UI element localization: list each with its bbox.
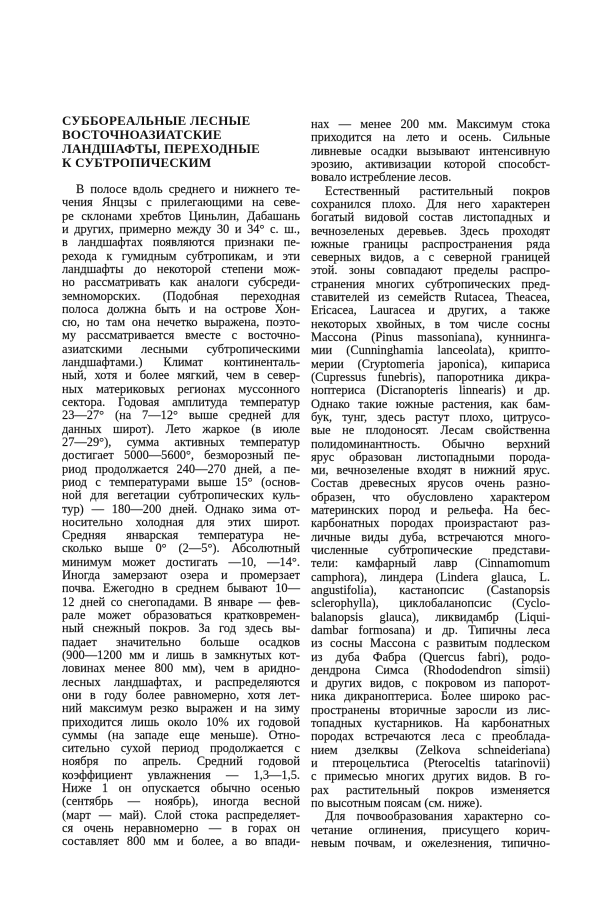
text-line: топадных кустарников. На карбонатных <box>311 716 550 731</box>
text-line: ноптериса (Dicranopteris linnearis) и др. <box>311 383 550 398</box>
text-line: этой. зоны совпадают пределы распро- <box>311 263 550 278</box>
text-line: тели: камфарный лавр (Cinnamomum <box>311 556 550 571</box>
text-line: риод продолжается 240—270 дней, а пе- <box>62 461 300 476</box>
text-line: из дуба Фабра (Quercus fabri), родо- <box>311 649 550 664</box>
text-line: camphora), линдера (Lindera glauca, L. <box>311 569 550 584</box>
text-line: и других, примерно между 30 и 34° с. ш., <box>62 221 300 236</box>
text-line: ных материковых регионах муссонного <box>62 381 300 396</box>
text-line: из сосны Массона с развитым подлеском <box>311 636 550 651</box>
text-line: 23—27° (на 7—12° выше средней для <box>62 408 300 423</box>
text-line: образен, что обусловлено характером <box>311 489 550 504</box>
text-line: ной для вегетации субтропических куль- <box>62 488 300 503</box>
right-text-column <box>311 118 550 850</box>
text-line: сколько выше 0° (2—5°). Абсолютный <box>62 541 300 556</box>
text-line: ландшафтами.) Климат континенталь- <box>62 355 300 370</box>
text-line: нием дзелквы (Zelkova schneideriana) <box>311 742 550 757</box>
text-line: эрозию, активизации которой способст- <box>311 156 550 171</box>
text-line: ярус образован листопадными порода- <box>311 449 550 464</box>
text-line: Иногда замерзают озера и промерзает <box>62 568 300 583</box>
text-line: и других видов, с покровом из папорот- <box>311 676 550 691</box>
text-line: рехода к гумидным субтропикам, и эти <box>62 248 300 263</box>
text-line: по высотным поясам (см. ниже). <box>311 795 483 810</box>
text-line: бук, тунг, здесь растут плохо, цитрусо- <box>311 409 550 424</box>
text-line: носительно холодная для этих широт. <box>62 514 300 529</box>
text-line: численные субтропические представи- <box>311 543 550 557</box>
text-line: ся очень неравномерно — в горах он <box>62 821 300 835</box>
text-line: азиатскими лесными субтропическими <box>62 341 300 356</box>
text-line: ловинах менее 800 мм), чем в аридно- <box>62 661 300 676</box>
text-line: невым почвам, и ожелезнения, типично- <box>311 835 550 850</box>
text-line: ный снежный покров. За год здесь вы- <box>62 621 300 636</box>
text-line: Ниже 1 он опускается обычно осенью <box>62 781 300 796</box>
text-line: ми, вечнозеленые входят в нижний ярус. <box>311 463 550 478</box>
text-line: ставителей из семейств Rutacea, Theacea, <box>311 290 550 305</box>
text-line: ноября по апрель. Средний годовой <box>62 754 300 769</box>
text-line: ний максимум резко выражен и на зиму <box>62 701 300 716</box>
heading-line: ВОСТОЧНОАЗИАТСКИЕ <box>62 127 222 142</box>
text-line: карбонатных породах произрастают раз- <box>311 516 550 531</box>
text-line: (900—1200 мм и лишь в замкнутых кот- <box>62 647 300 662</box>
text-line: коэффициент увлажнения — 1,3—1,5. <box>62 767 300 782</box>
text-line: риод с температурами выше 15° (основ- <box>62 474 300 489</box>
text-line: тур) — 180—200 дней. Однако зима от- <box>62 501 300 516</box>
paragraph <box>311 118 550 185</box>
text-line: материнских пород и рельефа. На бес- <box>311 503 550 518</box>
text-line: му рассматривается вместе с восточно- <box>62 328 300 343</box>
text-line: приходится лишь около 10% их годовой <box>62 714 300 729</box>
text-line: полоса должна быть и на острове Хон- <box>62 301 300 316</box>
paragraph <box>311 185 550 811</box>
text-line: богатый видовой состав листопадных и <box>311 210 550 225</box>
text-line: 12 дней со снегопадами. В январе — фев- <box>62 594 300 609</box>
text-line: составляет 800 мм и более, а во впади- <box>62 834 300 849</box>
text-line: достигает 5000—5600°, безморозный пе- <box>62 448 300 463</box>
text-line: суммы (на западе еще меньше). Отно- <box>62 727 300 742</box>
text-line: северных видов, а с северной границей <box>311 250 550 265</box>
text-line: личные виды дуба, встречаются много- <box>311 529 550 544</box>
text-line: dambar formosana) и др. Типичны леса <box>311 622 550 637</box>
text-line: приходится на лето и осень. Сильные <box>311 130 550 145</box>
text-line: 27—29°), сумма активных температур <box>62 434 300 449</box>
text-line: полидоминантность. Обычно верхний <box>311 436 550 451</box>
text-line: нах — менее 200 мм. Максимум стока <box>311 117 550 131</box>
text-line: они в году более равномерно, хотя лет- <box>62 687 300 702</box>
text-line: вечнозеленых деревьев. Здесь проходят <box>311 223 550 238</box>
text-line: лесных ландшафтах, и распределяются <box>62 674 300 689</box>
left-text-column <box>62 183 300 849</box>
text-line: мерии (Cryptomeria japonica), кипариса <box>311 356 550 371</box>
text-line: породах встречаются леса с преоблада- <box>311 729 550 744</box>
text-line: пространены вторичные заросли из лис- <box>311 702 550 717</box>
text-line: вые не плодоносят. Лесам свойственна <box>311 423 550 438</box>
text-line: падает значительно больше осадков <box>62 634 300 649</box>
text-line: Для почвообразования характерно со- <box>325 809 550 824</box>
text-line: сектора. Годовая амплитуда температур <box>62 395 300 409</box>
text-line: sclerophylla), циклобаланопсис (Cyclo- <box>311 596 550 611</box>
heading-line: К СУБТРОПИЧЕСКИМ <box>62 155 212 170</box>
text-line: (Cupressus funebris), папоротника дикра- <box>311 369 550 384</box>
text-line: (март — май). Слой стока распределяет- <box>62 807 300 822</box>
text-line: странения многих субтропических пред- <box>311 276 550 291</box>
text-line: мии (Cunninghamia lanceolata), крипто- <box>311 343 550 358</box>
text-line: сохранился плохо. Для него характерен <box>311 196 550 211</box>
text-line: в ландшафтах появляются признаки пе- <box>62 235 300 250</box>
text-line: четание оглинения, присущего корич- <box>311 822 550 837</box>
text-line: и птероцельтиса (Pteroceltis tatarinovii) <box>311 756 550 770</box>
heading-line: ЛАНДШАФТЫ, ПЕРЕХОДНЫЕ <box>62 141 261 156</box>
text-line: Массона (Pinus massoniana), куннинга- <box>311 330 550 344</box>
text-line: Однако такие южные растения, как бам- <box>311 396 550 411</box>
paragraph <box>62 183 300 849</box>
text-line: чения Янцзы с прилегающими на севе- <box>62 195 300 210</box>
text-line: ливневые осадки вызывают интенсивную <box>311 143 550 158</box>
text-line: некоторых хвойных, в том числе сосны <box>311 316 550 331</box>
text-line: почва. Ежегодно в среднем бывают 10— <box>62 581 300 596</box>
text-line: сительно сухой период продолжается с <box>62 741 300 756</box>
text-line: дендрона Симса (Rhododendron simsii) <box>311 662 550 677</box>
text-line: данных широт). Лето жаркое (в июле <box>62 421 300 436</box>
text-line: Состав древесных ярусов очень разно- <box>311 476 550 491</box>
text-line: минимум может достигать —10, —14°. <box>62 554 300 569</box>
text-line: земноморских. (Подобная переходная <box>62 288 300 303</box>
heading-line: СУББОРЕАЛЬНЫЕ ЛЕСНЫЕ <box>62 113 251 128</box>
text-line: ника дикраноптериса. Более широко рас- <box>311 689 550 704</box>
text-line: рале может образоваться кратковремен- <box>62 608 300 622</box>
text-line: с примесью многих других видов. В го- <box>311 769 550 784</box>
text-line: но рассматривать как аналоги субсреди- <box>62 275 300 290</box>
text-line: angustifolia), кастанопсис (Castanopsis <box>311 582 550 597</box>
text-line: Средняя январская температура не- <box>62 528 300 543</box>
text-line: balanopsis glauca), ликвидамбр (Liqui- <box>311 609 550 624</box>
text-line: вовало истребление лесов. <box>311 170 452 185</box>
text-line: ный, хотя и более мягкий, чем в север- <box>62 368 300 383</box>
text-line: (сентябрь — ноябрь), иногда весной <box>62 794 300 809</box>
text-line: ландшафты до некоторой степени мож- <box>62 261 300 276</box>
text-line: В полосе вдоль среднего и нижнего те- <box>76 182 300 196</box>
section-heading <box>62 114 302 170</box>
text-line: ре склонами хребтов Циньлин, Дабашань <box>62 208 300 223</box>
paragraph <box>311 810 550 850</box>
text-line: Ericacea, Lauracea и других, а также <box>311 303 550 318</box>
text-line: Естественный растительный покров <box>325 183 550 198</box>
text-line: сю, но там она нечетко выражена, поэто- <box>62 315 300 330</box>
text-line: южные границы распространения ряда <box>311 236 550 251</box>
text-line: рах растительный покров изменяется <box>311 782 550 797</box>
